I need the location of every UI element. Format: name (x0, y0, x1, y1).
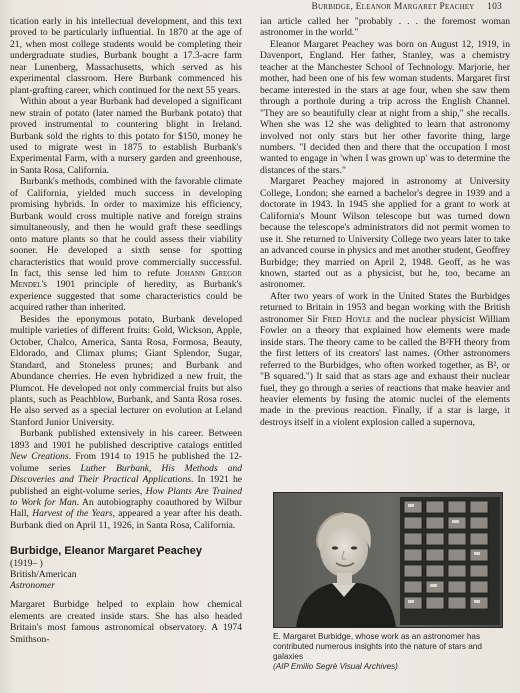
entry-years: (1919– ) (10, 558, 43, 570)
entry-field: Astronomer (10, 580, 55, 592)
book-title: How Plants Are Trained to Work for Man (10, 485, 242, 509)
portrait-photo (273, 492, 503, 628)
page-number: 103 (487, 2, 502, 12)
right-column (260, 16, 510, 428)
paragraph: After two years of work in the United States the Burbidges returned to Britain in 1953 and began working with the British astronomer Sir Fred Hoyle and the nuclear physicist William Fowler on a theory that explained how elements were made inside stars. The theory came to be called the B²FH theory from the first letters of its creators' last names. (Other astronomers referred to the Burbidges, who often worked together, as B², or "B squared.") It said that as stars age and exhaust their nuclear fuel, they go through a series of reactions that make heavier and heavier elements by fusing the atomic nuclei of the elements made in the previous reaction. Finally, if a star is large, it destroys itself in a violent explosion called a supernova, (260, 290, 511, 428)
paragraph: Burbank's methods, combined with the favorable climate of California, yielded much success in developing promising hybrids. In order to maximize his efficiency, Burbank would cross multiple native and foreign strains simultaneously, and then he would graft these seedlings onto mature plants so that he could assess their viability sooner. He developed a sixth sense for spotting characteristics that would prove commercially successful. In fact, this sense led him to refute Johann Gregor Mendel's 1901 principle of heredity, as Burbank's experience suggested that some characteristics could be acquired rather than inherited. (10, 176, 242, 314)
entry-nationality: British/American (10, 569, 77, 581)
photo-caption (273, 632, 505, 672)
paragraph: Besides the eponymous potato, Burbank developed multiple varieties of different fruits: Gold, Wickson, Apple, October, Chalco, America, Santa Rosa, Formosa, Beauty, Eldorado, and Climax plums; Giant Splendor, Sugar, Standard, and Stoneless prunes; and Burbank and Abundance cherries. He even hybridized a new fruit, the Plumcot. He developed not only commercial fruits but also plants, such as Peachblow, Burbank, and Santa Rosa roses. He also served as a special lecturer on evolution at Leland Stanford Junior University. (10, 313, 242, 428)
photo-credit: (AIP Emilio Segrè Visual Archives) (273, 662, 398, 671)
left-column (10, 16, 242, 645)
book-title: New Creations (10, 451, 69, 463)
caption-text: E. Margaret Burbidge, whose work as an astronomer has contributed numerous insights into the nature of stars and galaxies (273, 632, 482, 661)
paragraph: tication early in his intellectual development, and this text proved to be particularly influential. In 1870 at the age of 21, when most college students would be completing their undergraduate studies, Burbank bought a 17.3-acre farm near Lunenberg, Massachusetts, which served as his experimental classroom. Here Burbank commenced his plant-grafting career, which continued for the next 55 years. (10, 16, 242, 96)
entry-name: Burbidge, Eleanor Margaret Peachey (10, 545, 202, 558)
paragraph: ian article called her "probably . . . the foremost woman astronomer in the world." (260, 16, 510, 39)
paragraph: Margaret Peachey majored in astronomy at University College, London; she earned a bachelor's degree in 1939 and a doctorate in 1943. In 1945 she applied for a grant to work at California's Mount Wilson telescope but was turned down because the telescope's administrators did not permit women to use it. She returned to University College two years later to take an advanced course in physics and met another student, Geoffrey Burbidge; they married on April 2, 1948. Geoff, as he was known, started out as a physicist, but he, too, became an astronomer. (260, 176, 510, 291)
paragraph: Eleanor Margaret Peachey was born on August 12, 1919, in Davenport, England. Her father, Stanley, was a chemistry teacher at the Manchester School of Technology. Marjorie, her mother, had been one of his few woman students. Margaret first became interested in the stars at age four, when she saw them through a porthole during a trip across the English Channel. "They are so beautifully clear at night from a ship," she recalls. When she was 12 she was delighted to learn that astronomy involved not only stars but her other favorite thing, large numbers. "I decided then and there that the occupation I most wanted to engage in 'when I was grown up' was to determine the distances of the stars." (260, 38, 510, 176)
cross-reference: Johann Gregor Mendel (10, 267, 242, 291)
paragraph: Within about a year Burbank had developed a significant new strain of potato (later named the Burbank potato) that proved instrumental to countering blight in Ireland. Burbank sold the rights to this potato for $150, money he used to migrate west in 1875 to establish Burbank's Experimental Farm, with a nursery garden and greenhouse, in Santa Rosa, California. (10, 96, 242, 176)
book-title: Luther Burbank, His Methods and Discoveries and Their Practical Applications (10, 462, 242, 486)
book-title: Harvest of the Years (32, 508, 113, 520)
paragraph: Margaret Burbidge helped to explain how chemical elements are created inside stars. She has also headed Britain's most famous astronomical observatory. A 1974 Smithson- (10, 599, 242, 645)
cross-reference: Fred Hoyle (322, 313, 372, 325)
photo-illustration (274, 493, 502, 627)
paragraph: Burbank published extensively in his career. Between 1893 and 1901 he published descriptive catalogs entitled New Creations. From 1914 to 1915 he published the 12-volume series Luther Burbank, His Methods and Discoveries and Their Practical Applications. In 1921 he published an eight-volume series, How Plants Are Trained to Work for Man. An autobiography coauthored by Wilbur Hall, Harvest of the Years, appeared a year after his death. Burbank died on April 11, 1926, in Santa Rosa, California. (10, 428, 243, 531)
running-head: Burbidge, Eleanor Margaret Peachey (311, 2, 475, 12)
running-header (311, 2, 502, 12)
entry-heading (10, 545, 242, 591)
